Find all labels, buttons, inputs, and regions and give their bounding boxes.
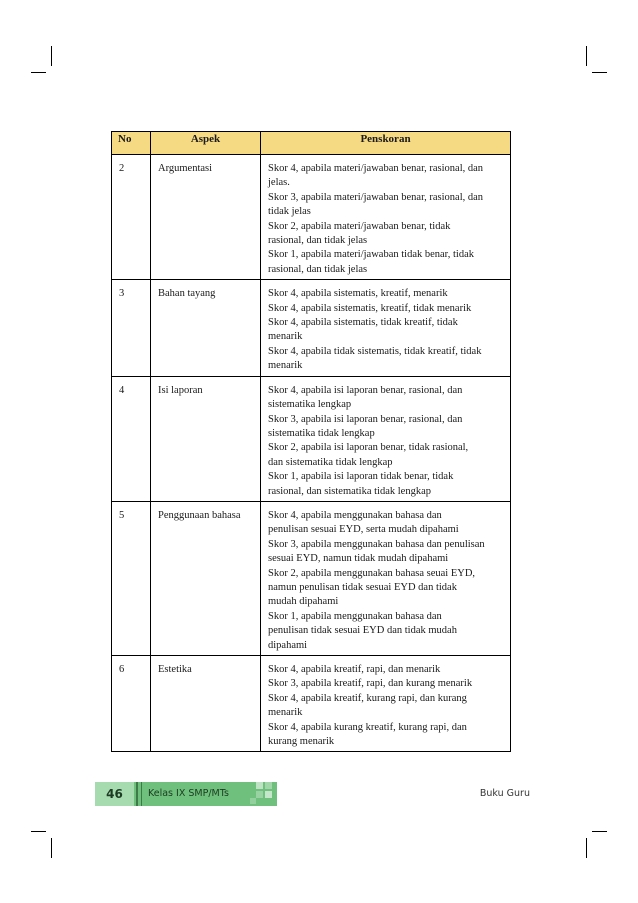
crop-mark-bottom-left-h — [31, 831, 46, 832]
penskoran-line: Skor 4, apabila sistematis, kreatif, tidak menarik — [268, 302, 472, 314]
row-number: 3 — [112, 280, 151, 376]
penskoran-line: rasional, dan sistematika tidak lengkap — [268, 485, 431, 497]
crop-mark-top-right-v — [586, 46, 587, 66]
row-number: 2 — [112, 155, 151, 280]
penskoran-line: menarik — [268, 707, 303, 719]
penskoran-line: Skor 2, apabila materi/jawaban benar, tidak — [268, 220, 451, 232]
table-row — [112, 501, 511, 655]
footer-squares-decoration — [250, 778, 278, 806]
penskoran-line: namun penulisan tidak sesuai EYD dan tidak — [268, 581, 457, 593]
table-header-row — [112, 132, 511, 155]
table-body — [112, 155, 511, 752]
row-penskoran — [261, 376, 511, 501]
table-row — [112, 280, 511, 376]
penskoran-line: Skor 3, apabila isi laporan benar, rasional, dan — [268, 413, 463, 425]
header-penskoran: Penskoran — [261, 132, 511, 155]
row-aspek: Argumentasi — [151, 155, 261, 280]
table-row — [112, 376, 511, 501]
row-aspek: Penggunaan bahasa — [151, 501, 261, 655]
footer-divider-thin — [141, 782, 142, 806]
penskoran-line: Skor 4, apabila materi/jawaban benar, rasional, dan — [268, 163, 484, 174]
crop-mark-bottom-right-h — [592, 831, 607, 832]
penskoran-line: Skor 1, apabila menggunakan bahasa dan — [268, 610, 442, 622]
penskoran-line: menarik — [268, 331, 303, 343]
penskoran-line: Skor 4, apabila isi laporan benar, rasional, dan — [268, 384, 463, 396]
penskoran-line: Skor 2, apabila menggunakan bahasa seuai EYD, — [268, 567, 476, 579]
penskoran-line: dan sistematika tidak lengkap — [268, 456, 393, 468]
crop-mark-top-right-h — [592, 72, 607, 73]
penskoran-line: Skor 4, apabila tidak sistematis, tidak kreatif, tidak — [268, 345, 482, 357]
penskoran-line: Skor 4, apabila sistematis, tidak kreatif, tidak — [268, 317, 458, 329]
penskoran-line: jelas. — [268, 177, 290, 189]
row-aspek: Estetika — [151, 656, 261, 752]
penskoran-line: Skor 2, apabila isi laporan benar, tidak rasional, — [268, 442, 469, 454]
penskoran-line: penulisan sesuai EYD, serta mudah dipahami — [268, 524, 459, 536]
footer-divider-thick — [136, 782, 138, 806]
row-penskoran — [261, 656, 511, 752]
penskoran-line: Skor 4, apabila sistematis, kreatif, menarik — [268, 288, 448, 300]
penskoran-line: mudah dipahami — [268, 596, 339, 608]
penskoran-line: Skor 3, apabila materi/jawaban benar, rasional, dan — [268, 191, 484, 203]
penskoran-line: Skor 1, apabila materi/jawaban tidak benar, tidak — [268, 249, 475, 261]
penskoran-line: sistematika lengkap — [268, 399, 352, 411]
row-penskoran — [261, 280, 511, 376]
row-penskoran — [261, 155, 511, 280]
penskoran-line: Skor 4, apabila kreatif, rapi, dan menarik — [268, 664, 441, 675]
penskoran-line: Skor 1, apabila isi laporan tidak benar, tidak — [268, 471, 454, 483]
penskoran-line: Skor 4, apabila kreatif, kurang rapi, dan kurang — [268, 692, 467, 704]
row-number: 5 — [112, 501, 151, 655]
footer-right-label: Buku Guru — [479, 788, 530, 799]
table-row — [112, 155, 511, 280]
book-label: Kelas IX SMP/MTs — [148, 788, 229, 799]
penskoran-line: Skor 3, apabila kreatif, rapi, dan kurang menarik — [268, 678, 473, 690]
penskoran-line: Skor 4, apabila menggunakan bahasa dan — [268, 509, 442, 521]
crop-mark-top-left-h — [31, 72, 46, 73]
row-number: 4 — [112, 376, 151, 501]
header-no: No — [112, 132, 151, 155]
penskoran-line: Skor 4, apabila kurang kreatif, kurang rapi, dan — [268, 721, 467, 733]
penskoran-line: rasional, dan tidak jelas — [268, 235, 368, 247]
row-aspek: Isi laporan — [151, 376, 261, 501]
row-penskoran — [261, 501, 511, 655]
table-row — [112, 656, 511, 752]
penskoran-line: menarik — [268, 360, 303, 372]
scoring-rubric-table — [111, 131, 511, 752]
penskoran-line: tidak jelas — [268, 206, 311, 218]
crop-mark-top-left-v — [51, 46, 52, 66]
row-aspek: Bahan tayang — [151, 280, 261, 376]
penskoran-line: kurang menarik — [268, 736, 335, 748]
penskoran-line: sistematika tidak lengkap — [268, 427, 375, 439]
row-number: 6 — [112, 656, 151, 752]
penskoran-line: penulisan tidak sesuai EYD dan tidak mudah — [268, 625, 457, 637]
penskoran-line: sesuai EYD, namun tidak mudah dipahami — [268, 553, 449, 565]
penskoran-line: dipahami — [268, 639, 308, 651]
header-aspek: Aspek — [151, 132, 261, 155]
page-number: 46 — [106, 787, 123, 801]
penskoran-line: rasional, dan tidak jelas — [268, 263, 368, 275]
crop-mark-bottom-right-v — [586, 838, 587, 858]
crop-mark-bottom-left-v — [51, 838, 52, 858]
penskoran-line: Skor 3, apabila menggunakan bahasa dan penulisan — [268, 538, 485, 550]
